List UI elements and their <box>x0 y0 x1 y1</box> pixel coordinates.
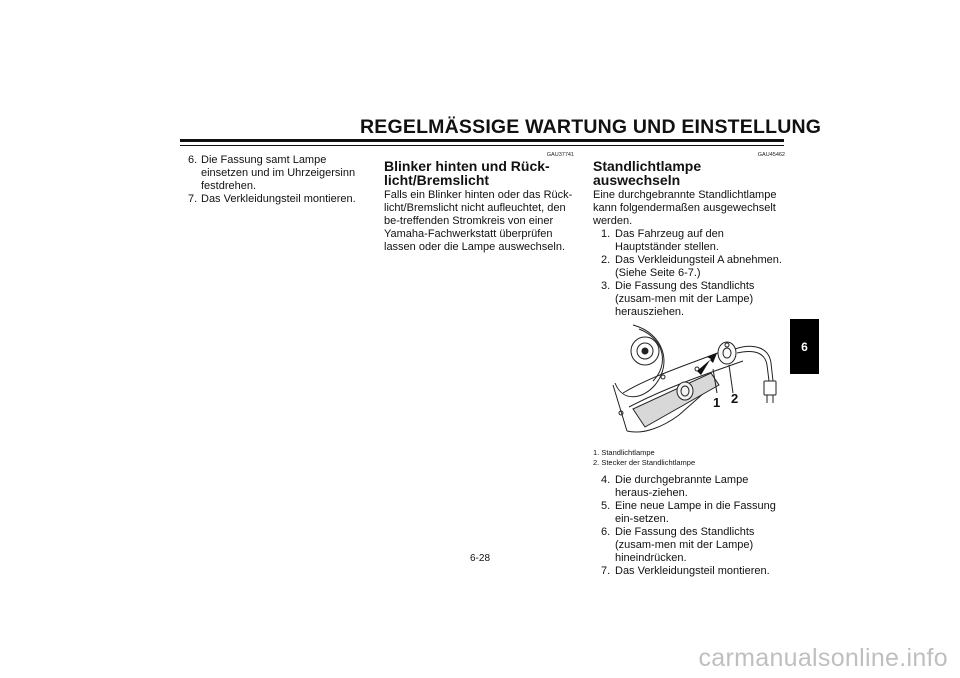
list-item: 6. Die Fassung des Standlichts (zusam-men mit der Lampe) hineindrücken. <box>601 526 755 564</box>
column-middle <box>384 152 574 254</box>
figure-caption <box>593 448 785 468</box>
list-item: 2. Das Verkleidungsteil A abnehmen. (Siehe Seite 6-7.) <box>601 254 782 279</box>
watermark: carmanualsonline.info <box>698 644 948 672</box>
list-item: 7. Das Verkleidungsteil montieren. <box>188 193 356 205</box>
figure-label-2: 2 <box>731 391 739 406</box>
list-item: 1. Das Fahrzeug auf den Hauptständer stellen. <box>601 228 724 253</box>
section-body-blinker: Falls ein Blinker hinten oder das Rück-licht/Bremslicht nicht aufleuchtet, den be-treffenden Stromkreis von einer Yamaha-Fachwerkstatt überprüfen lassen oder die Lampe auswechseln. <box>384 189 573 253</box>
column-left <box>188 154 368 206</box>
header-rule <box>180 139 784 142</box>
list-item: 6. Die Fassung samt Lampe einsetzen und im Uhrzeigersinn festdrehen. <box>188 154 356 192</box>
figure-standlicht <box>593 323 785 445</box>
figure-label-1: 1 <box>713 395 721 410</box>
caption-line: 2. Stecker der Standlichtlampe <box>593 458 696 467</box>
header-rule-thin <box>180 145 784 146</box>
steps-list-continued <box>188 154 368 206</box>
chapter-tab: 6 <box>790 319 819 374</box>
list-item: 4. Die durchgebrannte Lampe heraus-ziehen. <box>601 474 749 499</box>
column-right <box>593 152 785 578</box>
steps-list-a <box>601 228 785 319</box>
list-item: 7. Das Verkleidungsteil montieren. <box>601 565 770 577</box>
page-header-title: REGELMÄSSIGE WARTUNG UND EINSTELLUNG <box>360 116 822 138</box>
section-heading-standlicht: Standlichtlampe auswechseln <box>593 158 702 188</box>
figure-illustration <box>593 323 785 445</box>
list-item: 3. Die Fassung des Standlichts (zusam-men mit der Lampe) herausziehen. <box>601 280 755 318</box>
section-code: GAU45462 <box>757 152 785 158</box>
list-item: 5. Eine neue Lampe in die Fassung ein-setzen. <box>601 500 776 525</box>
section-code: GAU37741 <box>546 152 574 158</box>
section-intro-standlicht: Eine durchgebrannte Standlichtlampe kann folgendermaßen ausgewechselt werden. <box>593 189 777 227</box>
page-number: 6-28 <box>469 553 490 564</box>
section-heading-blinker: Blinker hinten und Rück-licht/Bremslicht <box>384 158 550 188</box>
caption-line: 1. Standlichtlampe <box>593 448 655 457</box>
steps-list-b <box>601 474 785 578</box>
